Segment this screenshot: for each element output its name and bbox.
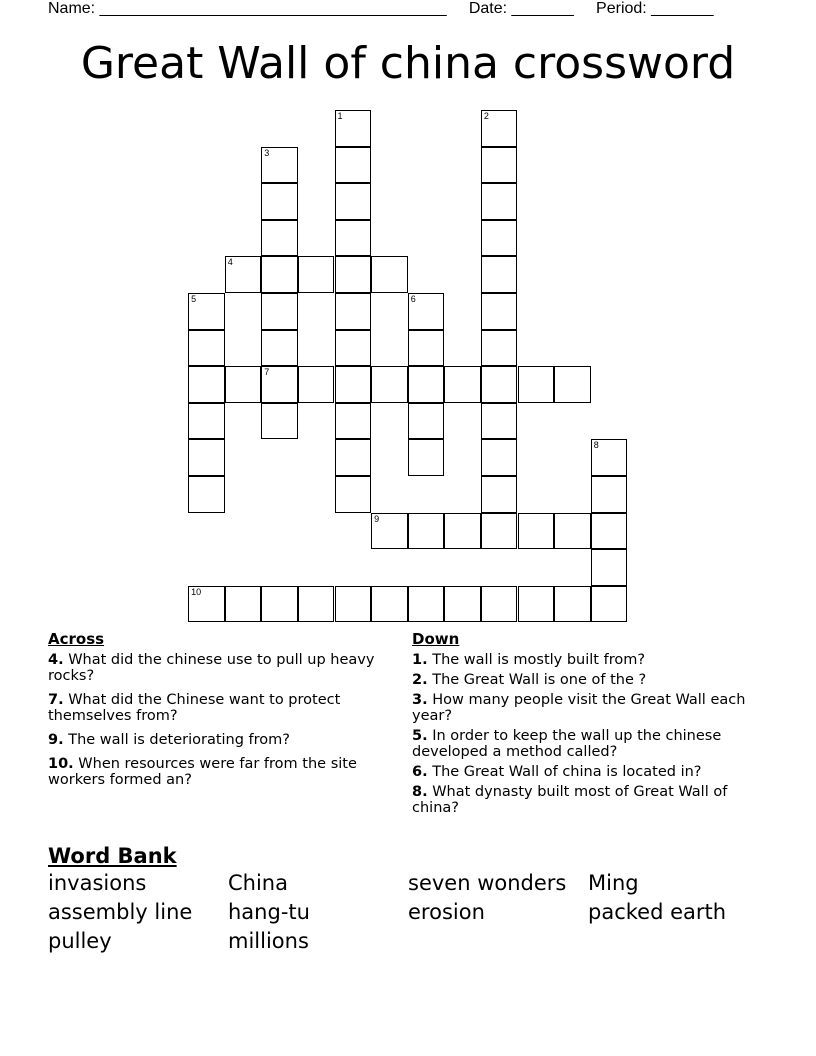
grid-cell[interactable] [481,366,518,403]
grid-cell[interactable] [261,330,298,367]
grid-cell[interactable] [298,586,335,623]
grid-cell[interactable] [335,110,372,147]
clue-text: In order to keep the wall up the chinese developed a method called? [412,728,722,760]
clue-number: 1. [412,652,428,668]
cell-number: 5 [191,294,197,304]
grid-cell[interactable] [188,366,225,403]
grid-cell[interactable] [188,439,225,476]
down-clue-3 [412,692,762,724]
word-bank-list [48,870,788,954]
grid-cell[interactable] [408,366,445,403]
grid-cell[interactable] [481,220,518,257]
down-clue-6 [412,764,762,780]
grid-cell[interactable] [335,586,372,623]
word-bank-item: China [228,871,288,895]
cell-number: 6 [410,294,416,304]
grid-cell[interactable] [371,586,408,623]
cell-number: 9 [374,513,380,524]
down-clue-8 [412,784,762,816]
clue-text: When resources were far from the site workers formed an? [48,756,357,788]
grid-cell[interactable] [554,366,591,403]
word-bank-item: hang-tu [228,900,310,924]
grid-cell[interactable] [444,513,481,550]
clue-text: How many people visit the Great Wall each year? [412,692,746,724]
grid-cell[interactable] [481,147,518,184]
grid-cell[interactable] [261,366,298,403]
word-bank-item: pulley [48,929,112,953]
grid-cell[interactable] [261,586,298,623]
word-bank [48,844,788,954]
down-clues [412,630,762,820]
grid-cell[interactable] [481,586,518,623]
clue-number: 9. [48,732,64,748]
grid-cell[interactable] [335,183,372,220]
clue-number: 6. [412,764,428,780]
grid-cell[interactable] [261,147,298,184]
grid-cell[interactable] [481,293,518,330]
clue-number: 4. [48,652,64,668]
across-heading: Across [48,630,105,648]
across-clue-10 [48,756,388,788]
grid-cell[interactable] [335,293,372,330]
down-heading: Down [412,630,460,648]
grid-cell[interactable] [591,549,628,586]
grid-cell[interactable] [554,586,591,623]
grid-cell[interactable] [261,256,298,293]
across-clue-7 [48,692,388,724]
grid-cell[interactable] [481,183,518,220]
grid-cell[interactable] [591,476,628,513]
down-clue-2 [412,672,762,688]
cell-number: 10 [191,586,202,597]
header-fields: Name: _______________________________________ Date: _______ Period: _______ [48,0,714,17]
grid-cell[interactable] [408,513,445,550]
word-bank-item: assembly line [48,900,193,924]
grid-cell[interactable] [188,476,225,513]
clue-text: What dynasty built most of Great Wall of china? [412,784,728,816]
grid-cell[interactable] [188,586,225,623]
cell-number: 3 [264,147,270,158]
clue-number: 10. [48,756,74,772]
word-bank-item: erosion [408,900,485,924]
word-bank-item: Ming [588,871,639,895]
clue-number: 3. [412,692,428,708]
grid-cell[interactable] [188,403,225,440]
grid-cell[interactable] [335,439,372,476]
grid-cell[interactable] [225,256,262,293]
word-bank-item: invasions [48,871,147,895]
clue-number: 8. [412,784,428,800]
grid-cell[interactable] [408,330,445,367]
grid-cell[interactable] [518,366,555,403]
grid-cell[interactable] [298,366,335,403]
grid-cell[interactable] [225,366,262,403]
grid-cell[interactable] [188,293,225,330]
clue-number: 2. [412,672,428,688]
cell-number: 8 [593,440,599,451]
grid-cell[interactable] [518,513,555,550]
grid-cell[interactable] [408,439,445,476]
clue-text: The wall is deteriorating from? [68,732,290,748]
grid-cell[interactable] [481,256,518,293]
word-bank-item: millions [228,929,309,953]
clue-number: 7. [48,692,64,708]
grid-cell[interactable] [481,439,518,476]
grid-cell[interactable] [371,256,408,293]
grid-cell[interactable] [444,586,481,623]
grid-cell[interactable] [298,256,335,293]
clue-text: What did the Chinese want to protect themselves from? [48,692,341,724]
grid-cell[interactable] [591,513,628,550]
grid-cell[interactable] [481,110,518,147]
down-clue-5 [412,728,762,760]
grid-cell[interactable] [261,293,298,330]
grid-cell[interactable] [481,330,518,367]
word-bank-item: packed earth [588,900,727,924]
grid-cell[interactable] [335,256,372,293]
grid-cell[interactable] [188,330,225,367]
grid-cell[interactable] [335,403,372,440]
grid-cell[interactable] [225,586,262,623]
grid-cell[interactable] [335,330,372,367]
grid-cell[interactable] [554,513,591,550]
cell-number: 2 [483,111,489,121]
grid-cell[interactable] [335,220,372,257]
grid-cell[interactable] [591,439,628,476]
grid-cell[interactable] [408,403,445,440]
cell-number: 7 [264,367,270,378]
grid-cell[interactable] [371,366,408,403]
grid-cell[interactable] [335,366,372,403]
down-clue-1 [412,652,762,668]
grid-cell[interactable] [408,586,445,623]
across-clue-9 [48,732,388,748]
grid-cell[interactable] [261,220,298,257]
page-title: Great Wall of china crossword [80,38,736,89]
cell-number: 4 [227,257,233,268]
clue-text: What did the chinese use to pull up heavy rocks? [48,652,375,684]
cell-number: 1 [337,111,343,121]
grid-cell[interactable] [371,513,408,550]
grid-cell[interactable] [481,476,518,513]
clue-number: 5. [412,728,428,744]
grid-cell[interactable] [591,586,628,623]
grid-cell[interactable] [335,476,372,513]
grid-cell[interactable] [518,586,555,623]
grid-cell[interactable] [444,366,481,403]
word-bank-item: seven wonders [408,871,567,895]
across-clue-4 [48,652,388,684]
clue-text: The Great Wall is one of the ? [432,672,647,688]
word-bank-title: Word Bank [48,844,177,868]
grid-cell[interactable] [335,147,372,184]
across-clues [48,630,388,796]
grid-cell[interactable] [481,513,518,550]
clue-text: The Great Wall of china is located in? [432,764,702,780]
clue-text: The wall is mostly built from? [432,652,646,668]
grid-cell[interactable] [261,403,298,440]
grid-cell[interactable] [261,183,298,220]
grid-cell[interactable] [408,293,445,330]
grid-cell[interactable] [481,403,518,440]
